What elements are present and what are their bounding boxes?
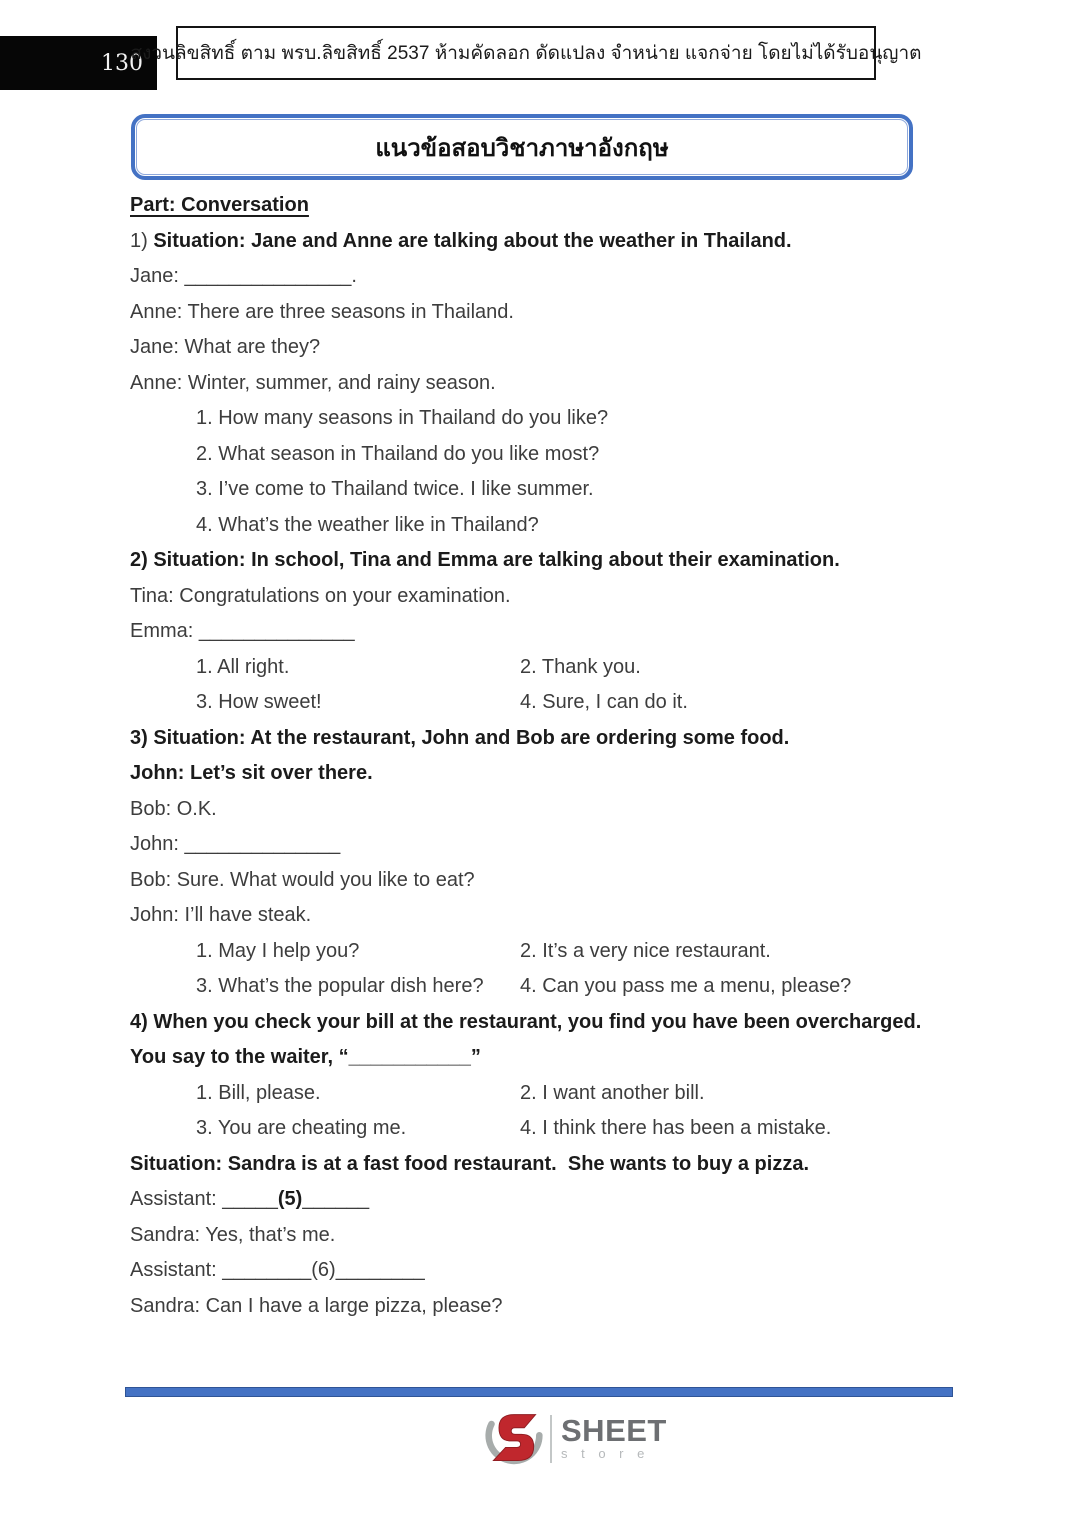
option-item: 4. Can you pass me a menu, please? — [520, 975, 852, 997]
brand-name: SHEET — [561, 1413, 667, 1448]
dialogue-line: Jane: What are they? — [130, 336, 321, 358]
option-item: 4. What’s the weather like in Thailand? — [196, 513, 539, 536]
question-1-situation — [130, 224, 1020, 260]
exam-content — [130, 188, 1020, 1324]
dialogue-line-blank-5 — [130, 1182, 1020, 1218]
dialogue-line: Anne: Winter, summer, and rainy season. — [130, 371, 496, 394]
option-row — [130, 934, 1020, 970]
option-item: 4. Sure, I can do it. — [520, 691, 688, 713]
option-item: 3. I’ve come to Thailand twice. I like summer. — [196, 478, 594, 500]
page-number: 130 — [101, 50, 143, 76]
dialogue-line: Tina: Congratulations on your examination. — [130, 584, 511, 607]
option-item: 2. I want another bill. — [520, 1081, 705, 1104]
option-item: 1. All right. — [196, 655, 290, 678]
dialogue-line: John: ______________ — [130, 833, 341, 855]
dialogue-line: Sandra: Yes, that’s me. — [130, 1223, 336, 1246]
option-item: 3. How sweet! — [196, 691, 322, 713]
option-item: 4. I think there has been a mistake. — [520, 1117, 832, 1139]
blank-pre: Assistant: _____ — [130, 1188, 278, 1210]
copyright-box — [130, 26, 922, 80]
dialogue-line: Emma: ______________ — [130, 620, 355, 642]
exam-title-box — [131, 114, 913, 180]
option-row — [130, 1111, 1020, 1147]
question-1-number: 1) — [130, 229, 154, 252]
blank-number-5: (5) — [277, 1188, 303, 1210]
dialogue-line: Anne: There are three seasons in Thailand. — [130, 300, 514, 323]
dialogue-line: John: Let’s sit over there. — [130, 762, 373, 784]
blank-post: ______ — [302, 1188, 370, 1210]
dialogue-line: Sandra: Can I have a large pizza, please? — [130, 1294, 503, 1317]
option-item: 1. How many seasons in Thailand do you like? — [196, 407, 609, 429]
option-item: 2. It’s a very nice restaurant. — [520, 939, 771, 962]
brand-divider — [550, 1415, 552, 1463]
question-4-situation: 4) When you check your bill at the restaurant, you find you have been overcharged. — [130, 1010, 922, 1033]
option-item: 2. Thank you. — [520, 655, 641, 678]
blank-post: ________ — [335, 1259, 425, 1281]
question-4-situation-continued: You say to the waiter, “___________” — [130, 1046, 481, 1068]
question-1-situation-text: Situation: Jane and Anne are talking about the weather in Thailand. — [153, 229, 792, 252]
dialogue-line: Bob: O.K. — [130, 797, 217, 820]
brand-subtitle: s t o r e — [561, 1446, 650, 1461]
option-row — [130, 650, 1020, 686]
option-item: 2. What season in Thailand do you like most? — [196, 442, 600, 465]
part-heading: Part: Conversation — [130, 194, 309, 216]
blank-pre: Assistant: ________ — [130, 1259, 312, 1281]
option-row — [130, 969, 1020, 1005]
option-item: 1. Bill, please. — [196, 1081, 321, 1104]
blank-number-6: (6) — [311, 1259, 336, 1281]
dialogue-line: John: I’ll have steak. — [130, 904, 312, 926]
question-2-situation: 2) Situation: In school, Tina and Emma are talking about their examination. — [130, 549, 840, 571]
dialogue-line-blank-6 — [130, 1253, 1020, 1289]
option-item: 1. May I help you? — [196, 939, 360, 962]
option-item: 3. What’s the popular dish here? — [196, 975, 484, 997]
dialogue-line: Jane: _______________. — [130, 265, 357, 287]
sheet-store-s-icon — [484, 1409, 544, 1469]
option-row — [130, 1076, 1020, 1112]
option-item: 3. You are cheating me. — [196, 1117, 407, 1139]
brand-text — [561, 1413, 667, 1461]
exam-title: แนวข้อสอบวิชาภาษาอังกฤษ — [375, 134, 669, 162]
copyright-notice: สงวนลิขสิทธิ์ ตาม พรบ.ลิขสิทธิ์ 2537 ห้ามคัดลอก ดัดแปลง จำหน่าย แจกจ่าย โดยไม่ได้รับอนุญาต — [130, 43, 922, 64]
brand-logo — [484, 1408, 667, 1470]
option-row — [130, 685, 1020, 721]
footer-divider-bar — [125, 1387, 953, 1397]
dialogue-line: Bob: Sure. What would you like to eat? — [130, 868, 475, 891]
question-5-situation: Situation: Sandra is at a fast food restaurant. She wants to buy a pizza. — [130, 1152, 810, 1175]
question-3-situation: 3) Situation: At the restaurant, John and Bob are ordering some food. — [130, 726, 790, 749]
